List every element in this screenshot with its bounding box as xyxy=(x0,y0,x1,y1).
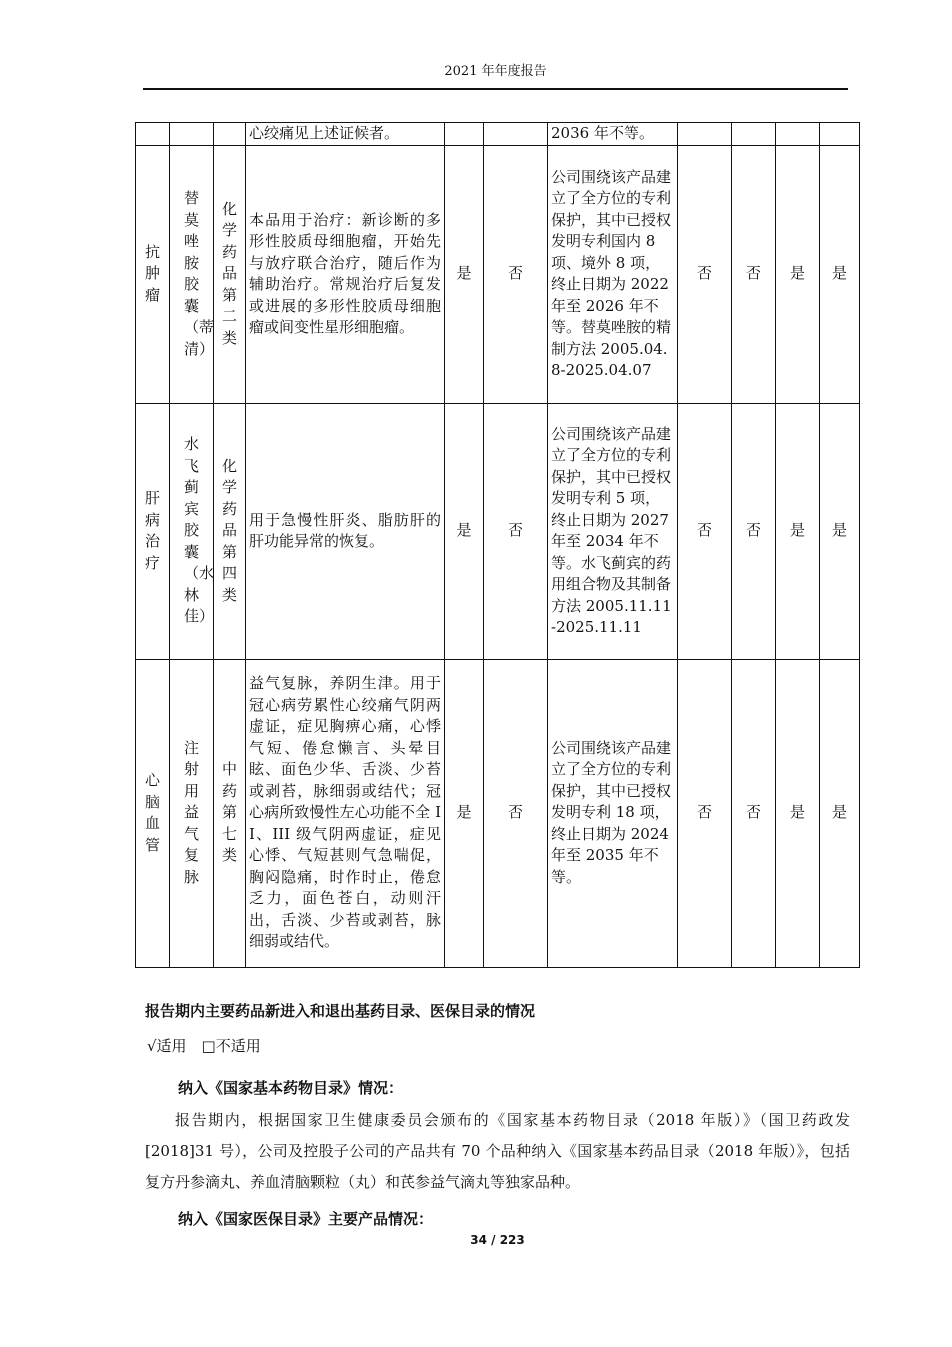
table-cell: 否 xyxy=(732,659,776,967)
patent-cell: 2036 年不等。 xyxy=(548,123,678,146)
table-cell xyxy=(820,123,860,146)
table-cell: 否 xyxy=(732,145,776,403)
table-cell xyxy=(136,123,170,146)
product-name-cell: 注射用益气复脉 xyxy=(170,659,214,967)
indication-cell: 心绞痛见上述证候者。 xyxy=(246,123,445,146)
table-cell: 是 xyxy=(776,403,820,659)
table-cell xyxy=(678,123,732,146)
table-cell: 是 xyxy=(820,659,860,967)
subsection-heading-medical-insurance: 纳入《国家医保目录》主要产品情况： xyxy=(178,1210,434,1228)
body-paragraph: 报告期内，根据国家卫生健康委员会颁布的《国家基本药物目录（2018 年版）》（国卫药政发[2018]31 号），公司及控股子公司的产品共有 70 个品种纳入《国家基本药品目录（2018 年版）》，包括复方丹参滴丸、养血清脑颗粒（丸）和芪参益气滴丸等独家品种。 xyxy=(145,1111,850,1191)
drug-type-cell: 化学药品第二类 xyxy=(214,145,246,403)
table-cell: 是 xyxy=(445,145,484,403)
indication-cell: 本品用于治疗：新诊断的多形性胶质母细胞瘤，开始先与放疗联合治疗，随后作为辅助治疗。常规治疗后复发或进展的多形性胶质母细胞瘤或间变性星形细胞瘤。 xyxy=(246,145,445,403)
product-name-cell: 水飞蓟宾胶囊（水林佳） xyxy=(170,403,214,659)
table-cell: 否 xyxy=(678,145,732,403)
table-cell xyxy=(732,123,776,146)
drug-type-cell: 中药第七类 xyxy=(214,659,246,967)
patent-cell: 公司围绕该产品建立了全方位的专利保护，其中已授权发明专利国内 8 项、境外 8 项，终止日期为 2022 年至 2026 年不等。替莫唑胺的精制方法 2005.04.8-2025.04.07 xyxy=(548,145,678,403)
table-cell: 否 xyxy=(484,659,548,967)
category-cell: 抗肿瘤 xyxy=(136,145,170,403)
applicability-checkbox-text: √适用 □不适用 xyxy=(147,1037,261,1055)
table-cell: 是 xyxy=(820,145,860,403)
table-cell: 是 xyxy=(776,145,820,403)
table-cell: 否 xyxy=(732,403,776,659)
patent-cell: 公司围绕该产品建立了全方位的专利保护，其中已授权发明专利 5 项，终止日期为 2027 年至 2034 年不等。水飞蓟宾的药用组合物及其制备方法 2005.11.11-2025.11.11 xyxy=(548,403,678,659)
category-cell: 心脑血管 xyxy=(136,659,170,967)
table-cell xyxy=(484,123,548,146)
table-cell: 否 xyxy=(678,659,732,967)
table-row xyxy=(136,123,860,146)
table-row xyxy=(136,659,860,967)
patent-cell: 公司围绕该产品建立了全方位的专利保护，其中已授权发明专利 18 项，终止日期为 2024 年至 2035 年不等。 xyxy=(548,659,678,967)
table-cell: 是 xyxy=(445,659,484,967)
table-cell xyxy=(214,123,246,146)
table-row xyxy=(136,145,860,403)
table-row xyxy=(136,403,860,659)
drug-type-cell: 化学药品第四类 xyxy=(214,403,246,659)
section-heading: 报告期内主要药品新进入和退出基药目录、医保目录的情况 xyxy=(145,1002,536,1020)
indication-cell: 益气复脉，养阴生津。用于冠心病劳累性心绞痛气阴两虚证，症见胸痹心痛，心悸气短、倦怠懒言、头晕目眩、面色少华、舌淡、少苔或剥苔，脉细弱或结代；冠心病所致慢性左心功能不全 II、III 级气阴两虚证，症见心悸、气短甚则气急喘促，胸闷隐痛，时作时止，倦怠乏力，面色苍白，动则汗出，舌淡、少苔或剥苔，脉细弱或结代。 xyxy=(246,659,445,967)
table-cell: 否 xyxy=(484,403,548,659)
table-cell: 否 xyxy=(678,403,732,659)
table-cell xyxy=(445,123,484,146)
table-cell: 是 xyxy=(445,403,484,659)
drug-table xyxy=(135,122,860,968)
page-header: 2021 年年度报告 xyxy=(143,62,848,90)
page-number: 34 / 223 xyxy=(470,1233,525,1247)
category-cell: 肝病治疗 xyxy=(136,403,170,659)
subsection-heading-essential-drugs: 纳入《国家基本药物目录》情况： xyxy=(178,1079,404,1097)
table-cell: 是 xyxy=(820,403,860,659)
product-name-cell: 替莫唑胺胶囊（蒂清） xyxy=(170,145,214,403)
table-cell xyxy=(170,123,214,146)
table-cell: 是 xyxy=(776,659,820,967)
table-cell xyxy=(776,123,820,146)
table-cell: 否 xyxy=(484,145,548,403)
indication-cell: 用于急慢性肝炎、脂肪肝的肝功能异常的恢复。 xyxy=(246,403,445,659)
